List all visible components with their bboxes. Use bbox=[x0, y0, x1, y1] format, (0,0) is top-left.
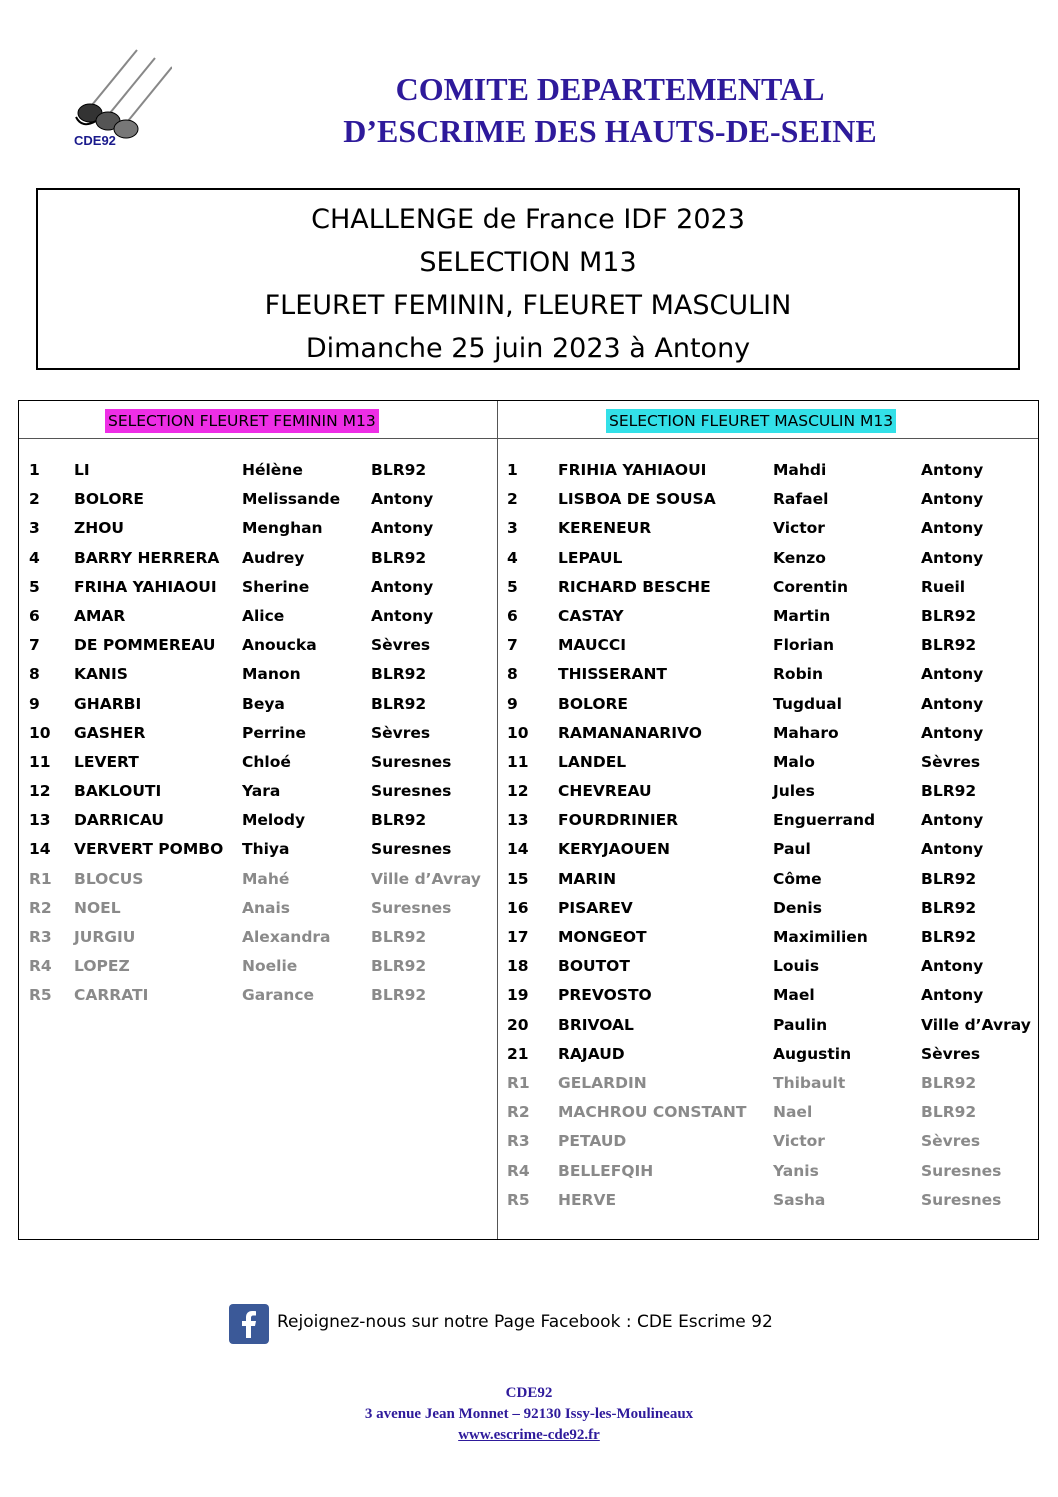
club-cell: Suresnes bbox=[921, 1161, 1002, 1180]
last-name-cell: MARIN bbox=[558, 869, 617, 888]
masculin-header: SELECTION FLEURET MASCULIN M13 bbox=[606, 409, 896, 433]
rank-cell: R5 bbox=[29, 986, 52, 1005]
last-name-cell: AMAR bbox=[74, 606, 126, 625]
last-name-cell: ZHOU bbox=[74, 519, 124, 538]
rank-cell: 17 bbox=[507, 928, 529, 946]
first-name-cell: Beya bbox=[242, 694, 285, 713]
last-name-cell: JURGIU bbox=[74, 928, 136, 946]
first-name-cell: Audrey bbox=[242, 548, 305, 567]
rank-cell: 21 bbox=[507, 1044, 529, 1063]
rank-cell: R2 bbox=[29, 898, 52, 917]
last-name-cell: LEVERT bbox=[74, 752, 139, 771]
rank-cell: 2 bbox=[507, 490, 518, 509]
first-name-cell: Menghan bbox=[242, 519, 323, 538]
last-name-cell: RAJAUD bbox=[558, 1044, 625, 1063]
last-name-cell: PISAREV bbox=[558, 898, 633, 917]
column-divider bbox=[497, 401, 498, 1239]
club-cell: Antony bbox=[921, 811, 984, 830]
club-cell: Antony bbox=[921, 957, 984, 976]
club-cell: Antony bbox=[921, 665, 984, 684]
first-name-cell: Corentin bbox=[773, 577, 848, 596]
first-name-cell: Sasha bbox=[773, 1190, 826, 1209]
last-name-cell: HERVE bbox=[558, 1190, 617, 1209]
club-cell: Antony bbox=[921, 490, 984, 509]
club-cell: BLR92 bbox=[371, 665, 427, 684]
first-name-cell: Alexandra bbox=[242, 928, 331, 946]
first-name-cell: Tugdual bbox=[773, 694, 842, 713]
rank-cell: 5 bbox=[507, 577, 518, 596]
last-name-cell: GASHER bbox=[74, 723, 146, 742]
club-cell: BLR92 bbox=[371, 928, 427, 946]
last-name-cell: PREVOSTO bbox=[558, 986, 652, 1005]
last-name-cell: DE POMMEREAU bbox=[74, 636, 216, 655]
rank-cell: 4 bbox=[507, 548, 518, 567]
last-name-cell: GHARBI bbox=[74, 694, 142, 713]
club-cell: Ville d’Avray bbox=[921, 1015, 1031, 1034]
last-name-cell: LEPAUL bbox=[558, 548, 623, 567]
last-name-cell: MACHROU CONSTANT bbox=[558, 1103, 747, 1122]
first-name-cell: Paul bbox=[773, 840, 811, 859]
first-name-cell: Garance bbox=[242, 986, 315, 1005]
rank-cell: 8 bbox=[29, 665, 40, 684]
last-name-cell: BOLORE bbox=[558, 694, 629, 713]
first-name-cell: Victor bbox=[773, 519, 825, 538]
club-cell: BLR92 bbox=[921, 928, 977, 946]
first-name-cell: Thiya bbox=[242, 840, 290, 859]
organization-title-line1: COMITE DEPARTEMENTAL bbox=[395, 71, 825, 107]
first-name-cell: Malo bbox=[773, 752, 815, 771]
rank-cell: R4 bbox=[507, 1161, 530, 1180]
footer-address: 3 avenue Jean Monnet – 92130 Issy-les-Moulineaux bbox=[364, 1406, 694, 1422]
first-name-cell: Louis bbox=[773, 957, 820, 976]
rank-cell: R1 bbox=[507, 1073, 530, 1092]
first-name-cell: Noelie bbox=[242, 957, 298, 976]
footer bbox=[0, 1383, 1058, 1446]
event-line3: FLEURET FEMININ, FLEURET MASCULIN bbox=[264, 290, 792, 321]
club-cell: Sèvres bbox=[921, 1044, 981, 1063]
cde92-logo bbox=[62, 45, 172, 160]
last-name-cell: PETAUD bbox=[558, 1132, 627, 1151]
event-line2: SELECTION M13 bbox=[419, 247, 637, 278]
rank-cell: 1 bbox=[507, 461, 518, 479]
club-cell: BLR92 bbox=[371, 957, 427, 976]
first-name-cell: Yanis bbox=[773, 1161, 819, 1180]
last-name-cell: BOUTOT bbox=[558, 957, 630, 976]
rank-cell: R4 bbox=[29, 957, 52, 976]
rank-cell: 7 bbox=[29, 636, 40, 655]
selection-lists bbox=[18, 400, 1039, 1240]
last-name-cell: CHEVREAU bbox=[558, 782, 652, 801]
last-name-cell: FRIHA YAHIAOUI bbox=[74, 577, 217, 596]
club-cell: Antony bbox=[371, 606, 434, 625]
first-name-cell: Jules bbox=[773, 782, 815, 801]
first-name-cell: Hélène bbox=[242, 461, 303, 479]
club-cell: Suresnes bbox=[371, 752, 452, 771]
footer-website-link[interactable]: www.escrime-cde92.fr bbox=[458, 1427, 600, 1443]
rank-cell: 5 bbox=[29, 577, 40, 596]
last-name-cell: KANIS bbox=[74, 665, 128, 684]
last-name-cell: GELARDIN bbox=[558, 1073, 647, 1092]
last-name-cell: LANDEL bbox=[558, 752, 627, 771]
first-name-cell: Melody bbox=[242, 811, 306, 830]
last-name-cell: DARRICAU bbox=[74, 811, 164, 830]
logo-text: CDE92 bbox=[74, 133, 116, 148]
last-name-cell: LI bbox=[74, 461, 90, 479]
club-cell: Sèvres bbox=[921, 752, 981, 771]
last-name-cell: KERENEUR bbox=[558, 519, 652, 538]
first-name-cell: Yara bbox=[242, 782, 281, 801]
rank-cell: 13 bbox=[507, 811, 529, 830]
last-name-cell: BRIVOAL bbox=[558, 1015, 634, 1034]
first-name-cell: Denis bbox=[773, 898, 822, 917]
last-name-cell: BARRY HERRERA bbox=[74, 548, 220, 567]
last-name-cell: RAMANANARIVO bbox=[558, 723, 702, 742]
rank-cell: 7 bbox=[507, 636, 518, 655]
club-cell: Suresnes bbox=[371, 840, 452, 859]
rank-cell: 20 bbox=[507, 1015, 529, 1034]
rank-cell: 9 bbox=[507, 694, 518, 713]
club-cell: BLR92 bbox=[921, 1073, 977, 1092]
first-name-cell: Mahdi bbox=[773, 461, 827, 479]
first-name-cell: Perrine bbox=[242, 723, 307, 742]
last-name-cell: NOEL bbox=[74, 898, 121, 917]
rank-cell: 8 bbox=[507, 665, 518, 684]
club-cell: Antony bbox=[921, 548, 984, 567]
organization-title bbox=[230, 68, 990, 152]
rank-cell: 6 bbox=[29, 606, 40, 625]
rank-cell: 10 bbox=[29, 723, 51, 742]
first-name-cell: Sherine bbox=[242, 577, 310, 596]
first-name-cell: Rafael bbox=[773, 490, 829, 509]
club-cell: BLR92 bbox=[371, 811, 427, 830]
first-name-cell: Victor bbox=[773, 1132, 825, 1151]
last-name-cell: VERVERT POMBO bbox=[74, 840, 224, 859]
last-name-cell: MONGEOT bbox=[558, 928, 647, 946]
club-cell: Rueil bbox=[921, 577, 966, 596]
rank-cell: 1 bbox=[29, 461, 40, 479]
first-name-cell: Maharo bbox=[773, 723, 839, 742]
feminin-header: SELECTION FLEURET FEMININ M13 bbox=[105, 409, 379, 433]
club-cell: Antony bbox=[921, 840, 984, 859]
rank-cell: 9 bbox=[29, 694, 40, 713]
rank-cell: R3 bbox=[29, 928, 52, 946]
last-name-cell: BLOCUS bbox=[74, 869, 144, 888]
last-name-cell: MAUCCI bbox=[558, 636, 627, 655]
first-name-cell: Robin bbox=[773, 665, 824, 684]
club-cell: BLR92 bbox=[921, 869, 977, 888]
rank-cell: R1 bbox=[29, 869, 52, 888]
last-name-cell: BAKLOUTI bbox=[74, 782, 162, 801]
club-cell: BLR92 bbox=[371, 986, 427, 1005]
first-name-cell: Anoucka bbox=[242, 636, 317, 655]
rank-cell: 16 bbox=[507, 898, 529, 917]
rank-cell: 12 bbox=[507, 782, 529, 801]
rank-cell: 19 bbox=[507, 986, 529, 1005]
club-cell: BLR92 bbox=[371, 694, 427, 713]
club-cell: Antony bbox=[921, 694, 984, 713]
header-divider bbox=[19, 438, 1038, 439]
event-line4: Dimanche 25 juin 2023 à Antony bbox=[305, 333, 751, 364]
rank-cell: 11 bbox=[29, 752, 51, 771]
club-cell: Sèvres bbox=[371, 723, 431, 742]
rank-cell: 18 bbox=[507, 957, 529, 976]
club-cell: Suresnes bbox=[921, 1190, 1002, 1209]
facebook-link-text[interactable]: Rejoignez-nous sur notre Page Facebook : CDE Escrime 92 bbox=[277, 1312, 773, 1332]
club-cell: Ville d’Avray bbox=[371, 869, 481, 888]
rank-cell: 15 bbox=[507, 869, 529, 888]
first-name-cell: Enguerrand bbox=[773, 811, 876, 830]
last-name-cell: KERYJAOUEN bbox=[558, 840, 670, 859]
last-name-cell: CASTAY bbox=[558, 606, 624, 625]
first-name-cell: Côme bbox=[773, 869, 822, 888]
rank-cell: 4 bbox=[29, 548, 40, 567]
club-cell: BLR92 bbox=[371, 461, 427, 479]
club-cell: Antony bbox=[921, 519, 984, 538]
footer-name: CDE92 bbox=[505, 1385, 553, 1401]
first-name-cell: Melissande bbox=[242, 490, 341, 509]
rank-cell: 10 bbox=[507, 723, 529, 742]
rank-cell: 11 bbox=[507, 752, 529, 771]
club-cell: Sèvres bbox=[371, 636, 431, 655]
rank-cell: R3 bbox=[507, 1132, 530, 1151]
club-cell: BLR92 bbox=[921, 636, 977, 655]
last-name-cell: RICHARD BESCHE bbox=[558, 577, 711, 596]
club-cell: Antony bbox=[921, 986, 984, 1005]
club-cell: BLR92 bbox=[921, 898, 977, 917]
last-name-cell: LOPEZ bbox=[74, 957, 130, 976]
rank-cell: R5 bbox=[507, 1190, 530, 1209]
first-name-cell: Manon bbox=[242, 665, 301, 684]
club-cell: Antony bbox=[371, 519, 434, 538]
club-cell: BLR92 bbox=[921, 606, 977, 625]
rank-cell: 14 bbox=[29, 840, 51, 859]
facebook-icon[interactable] bbox=[229, 1304, 269, 1344]
first-name-cell: Martin bbox=[773, 606, 831, 625]
club-cell: BLR92 bbox=[921, 782, 977, 801]
first-name-cell: Mahé bbox=[242, 869, 290, 888]
first-name-cell: Maximilien bbox=[773, 928, 868, 946]
event-info-box bbox=[36, 188, 1020, 370]
club-cell: Antony bbox=[921, 461, 984, 479]
rank-cell: 14 bbox=[507, 840, 529, 859]
club-cell: Sèvres bbox=[921, 1132, 981, 1151]
last-name-cell: CARRATI bbox=[74, 986, 149, 1005]
last-name-cell: BELLEFQIH bbox=[558, 1161, 654, 1180]
rank-cell: R2 bbox=[507, 1103, 530, 1122]
last-name-cell: BOLORE bbox=[74, 490, 145, 509]
club-cell: Antony bbox=[371, 490, 434, 509]
fencing-masks-icon bbox=[62, 45, 172, 145]
rank-cell: 13 bbox=[29, 811, 51, 830]
first-name-cell: Augustin bbox=[773, 1044, 852, 1063]
rank-cell: 6 bbox=[507, 606, 518, 625]
rank-cell: 3 bbox=[507, 519, 518, 538]
first-name-cell: Alice bbox=[242, 606, 285, 625]
first-name-cell: Paulin bbox=[773, 1015, 828, 1034]
first-name-cell: Anais bbox=[242, 898, 291, 917]
last-name-cell: THISSERANT bbox=[558, 665, 668, 684]
club-cell: Antony bbox=[371, 577, 434, 596]
last-name-cell: FOURDRINIER bbox=[558, 811, 679, 830]
rank-cell: 3 bbox=[29, 519, 40, 538]
first-name-cell: Thibault bbox=[773, 1073, 846, 1092]
first-name-cell: Nael bbox=[773, 1103, 813, 1122]
last-name-cell: LISBOA DE SOUSA bbox=[558, 490, 716, 509]
club-cell: Suresnes bbox=[371, 782, 452, 801]
first-name-cell: Kenzo bbox=[773, 548, 826, 567]
club-cell: BLR92 bbox=[371, 548, 427, 567]
rank-cell: 2 bbox=[29, 490, 40, 509]
rank-cell: 12 bbox=[29, 782, 51, 801]
club-cell: Antony bbox=[921, 723, 984, 742]
club-cell: BLR92 bbox=[921, 1103, 977, 1122]
organization-title-line2: D’ESCRIME DES HAUTS-DE-SEINE bbox=[343, 113, 877, 149]
first-name-cell: Florian bbox=[773, 636, 835, 655]
first-name-cell: Chloé bbox=[242, 752, 291, 771]
event-line1: CHALLENGE de France IDF 2023 bbox=[311, 204, 745, 235]
last-name-cell: FRIHIA YAHIAOUI bbox=[558, 461, 707, 479]
first-name-cell: Mael bbox=[773, 986, 815, 1005]
club-cell: Suresnes bbox=[371, 898, 452, 917]
